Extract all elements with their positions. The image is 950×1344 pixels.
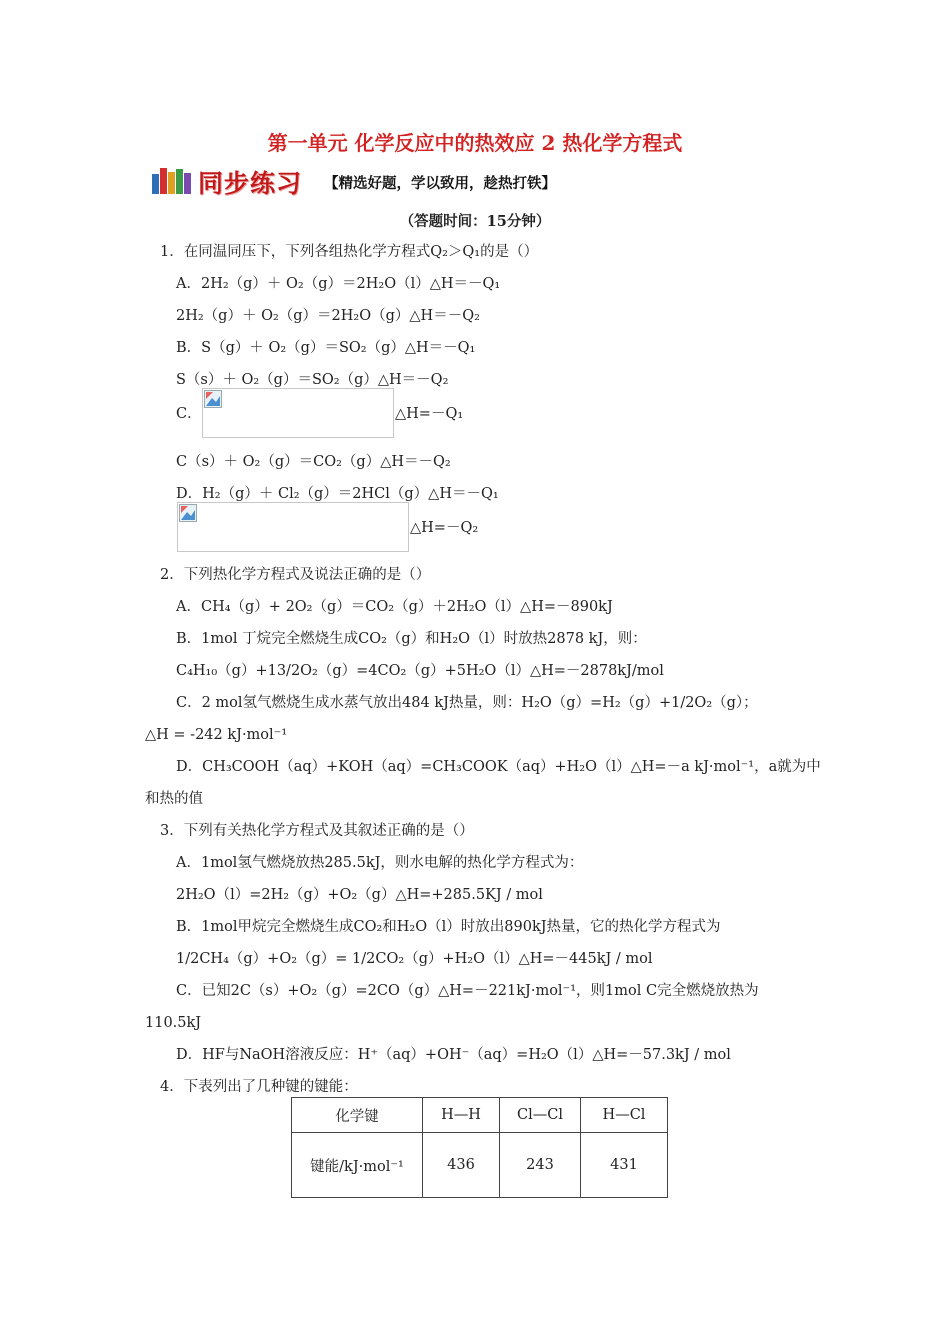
missing-image-equation-c [202, 388, 394, 438]
q3-option-c-line1: C．已知2C（s）+O₂（g）=2CO（g）△H=－221kJ·mol⁻¹，则1mol C完全燃烧放热为 [176, 983, 759, 999]
q1-option-b-line2: S（s）＋ O₂（g）＝SO₂（g）△H＝－Q₂ [176, 372, 449, 388]
table-row [292, 1133, 668, 1198]
q2-option-d-line1: D．CH₃COOH（aq）+KOH（aq）=CH₃COOK（aq）+H₂O（l）△H=－a kJ·mol⁻¹，a就为中 [176, 759, 821, 775]
bond-energy-table [291, 1097, 668, 1198]
table-header-cell: H—Cl [581, 1098, 668, 1133]
table-cell: 243 [500, 1133, 581, 1198]
q3-option-c-line2: 110.5kJ [145, 1015, 202, 1031]
q1-option-c-line2: C（s）＋ O₂（g）＝CO₂（g）△H＝－Q₂ [176, 454, 451, 470]
q2-stem: 2．下列热化学方程式及说法正确的是（） [160, 567, 431, 583]
q3-option-a-line1: A．1mol氢气燃烧放热285.5kJ，则水电解的热化学方程式为： [176, 855, 584, 871]
q1-option-a-line2: 2H₂（g）＋ O₂（g）＝2H₂O（g）△H＝－Q₂ [176, 308, 480, 324]
q2-option-d-line2: 和热的值 [145, 791, 203, 807]
time-note: （答题时间：15分钟） [399, 213, 551, 230]
q3-option-b-line2: 1/2CH₄（g）+O₂（g）= 1/2CO₂（g）+H₂O（l）△H=－445kJ / mol [176, 951, 653, 967]
broken-image-icon [179, 504, 197, 522]
missing-image-equation-d [177, 502, 409, 552]
q3-option-b-line1: B．1mol甲烷完全燃烧生成CO₂和H₂O（l）时放出890kJ热量，它的热化学方程式为 [176, 919, 721, 935]
q3-stem: 3．下列有关热化学方程式及其叙述正确的是（） [160, 823, 474, 839]
page-title: 第一单元 化学反应中的热效应 2 热化学方程式 [267, 131, 683, 155]
q2-option-a: A．CH₄（g）+ 2O₂（g）＝CO₂（g）＋2H₂O（l）△H=－890kJ [176, 599, 613, 615]
banner-title: 同步练习 [198, 169, 303, 198]
q4-stem: 4．下表列出了几种键的键能： [160, 1079, 358, 1095]
broken-image-icon [204, 390, 222, 408]
q1-option-d-line2-tail: △H=－Q₂ [410, 520, 479, 536]
table-cell: 436 [423, 1133, 500, 1198]
table-header-cell: H—H [423, 1098, 500, 1133]
q2-option-b-line1: B．1mol 丁烷完全燃烧生成CO₂（g）和H₂O（l）时放热2878 kJ，则： [176, 631, 647, 647]
q2-option-b-line2: C₄H₁₀（g）+13/2O₂（g）=4CO₂（g）+5H₂O（l）△H=－2878kJ/mol [176, 663, 664, 679]
banner-subtitle: 【精选好题，学以致用，趁热打铁】 [324, 176, 556, 192]
table-header-row [292, 1098, 668, 1133]
table-row-label: 键能/kJ·mol⁻¹ [292, 1133, 423, 1198]
table-header-cell: 化学键 [292, 1098, 423, 1133]
q1-option-b-line1: B．S（g）＋ O₂（g）＝SO₂（g）△H＝－Q₁ [176, 340, 476, 356]
q1-option-a-line1: A．2H₂（g）＋ O₂（g）＝2H₂O（l）△H＝－Q₁ [176, 276, 501, 292]
q3-option-d: D．HF与NaOH溶液反应：H⁺（aq）+OH⁻（aq）=H₂O（l）△H=－57.3kJ / mol [176, 1047, 731, 1063]
q1-option-c-prefix: C． [176, 406, 202, 422]
practice-banner [152, 164, 612, 198]
q3-option-a-line2: 2H₂O（l）=2H₂（g）+O₂（g）△H=+285.5KJ / mol [176, 887, 543, 903]
table-header-cell: Cl—Cl [500, 1098, 581, 1133]
books-icon [152, 168, 192, 194]
q1-stem: 1．在同温同压下，下列各组热化学方程式Q₂＞Q₁的是（） [160, 244, 539, 260]
table-cell: 431 [581, 1133, 668, 1198]
q1-option-c-line1-tail: △H=－Q₁ [395, 406, 464, 422]
q2-option-c-line1: C．2 mol氢气燃烧生成水蒸气放出484 kJ热量，则：H₂O（g）=H₂（g）+1/2O₂（g）； [176, 695, 758, 711]
q1-option-d-line1: D．H₂（g）＋ Cl₂（g）＝2HCl（g）△H＝－Q₁ [176, 486, 499, 502]
q2-option-c-line2: △H = -242 kJ·mol⁻¹ [145, 727, 288, 743]
